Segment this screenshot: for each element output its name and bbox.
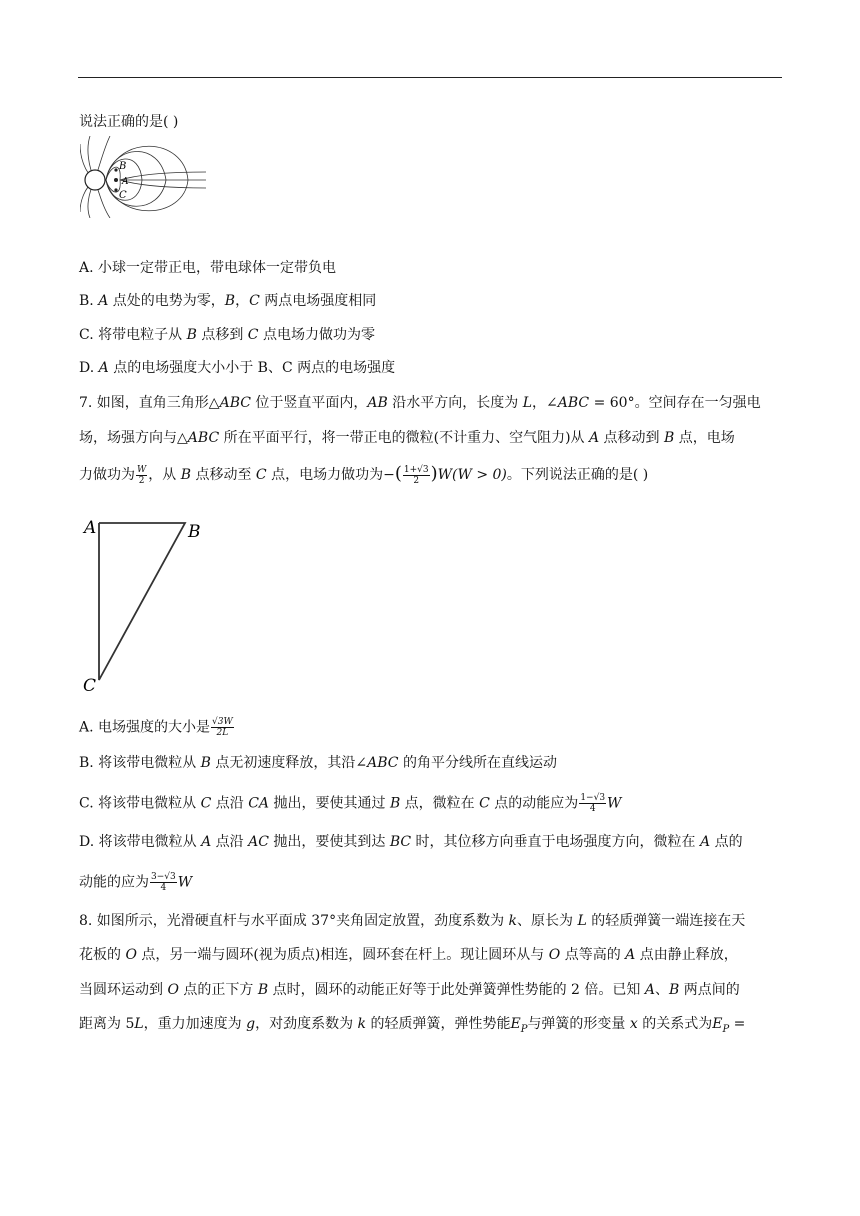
- label-b: B: [119, 161, 127, 172]
- header-rule: [78, 77, 782, 78]
- q7-triangle-figure: [80, 515, 210, 695]
- q7-option-a: A. 电场强度的大小是 $\frac{√3W}{2L}$: [79, 717, 233, 738]
- q7-option-c: C. 将该带电微粒从 C 点沿 CA 抛出，要使其通过 B 点，微粒在 C 点的动能应为 $\frac{1-√3}{4}$ W: [79, 793, 622, 814]
- point-c: [114, 188, 117, 191]
- q6-option-c: C. 将带电粒子从 B 点移到 C 点电场力做功为零: [79, 327, 375, 343]
- point-charge: [114, 178, 118, 182]
- label-c: C: [119, 190, 127, 201]
- fraction-3-minus-root3-over-4: $\frac{3-√3}{4}$: [151, 872, 176, 893]
- q6-field-figure: [80, 136, 206, 218]
- q7-stem-line1: 7. 如图，直角三角形△ABC 位于竖直平面内，AB 沿水平方向，长度为 L，∠ABC = 60°。空间存在一匀强电: [79, 395, 761, 411]
- q7-option-d-line1: D. 将该带电微粒从 A 点沿 AC 抛出，要使其到达 BC 时，其位移方向垂直于电场强度方向，微粒在 A 点的: [79, 834, 743, 850]
- q7-option-d-line2: 动能的应为 $\frac{3-√3}{4}$ W: [79, 872, 193, 893]
- q6-option-a: A. 小球一定带正电，带电球体一定带负电: [79, 260, 337, 276]
- fraction-w-over-2: $\frac{W}{2}$: [137, 464, 147, 486]
- fraction-1-minus-root3-over-4: $\frac{1-√3}{4}$: [580, 793, 606, 814]
- q8-stem-line4: 距离为 5L，重力加速度为 g，对劲度系数为 k 的轻质弹簧，弹性势能$E_P$与弹簧的形变量 x 的关系式为$E_P$ =: [79, 1016, 746, 1035]
- q7-stem-line3: 力做功为 $\frac{W}{2}$ ，从 B 点移动至 C 点，电场力做功为−( $\frac{1+√3}{2}$ )W(W > 0)。下列说法正确的是( ): [79, 463, 649, 486]
- q8-stem-line1: 8. 如图所示，光滑硬直杆与水平面成 37°夹角固定放置，劲度系数为 k、原长为 L 的轻质弹簧一端连接在天: [79, 913, 746, 929]
- q7-option-b: B. 将该带电微粒从 B 点无初速度释放，其沿∠ABC 的角平分线所在直线运动: [79, 755, 557, 771]
- q6-option-d: D. A 点的电场强度大小小于 B、C 两点的电场强度: [79, 360, 396, 376]
- q8-stem-line3: 当圆环运动到 O 点的正下方 B 点时，圆环的动能正好等于此处弹簧弹性势能的 2 倍。已知 A、B 两点间的: [79, 982, 740, 998]
- vertex-a-label: A: [84, 518, 97, 538]
- fraction-1-plus-root3-over-2: $\frac{1+√3}{2}$: [403, 464, 429, 486]
- point-b: [114, 168, 117, 171]
- q6-option-b: B. A 点处的电势为零，B，C 两点电场强度相同: [79, 293, 377, 309]
- q7-stem-line2: 场，场强方向与△ABC 所在平面平行，将一带正电的微粒(不计重力、空气阻力)从 A 点移动到 B 点，电场: [79, 430, 735, 446]
- vertex-b-label: B: [188, 522, 201, 542]
- fraction-root3w-over-2l: $\frac{√3W}{2L}$: [212, 717, 233, 738]
- q6-stem-tail: 说法正确的是( ): [79, 114, 179, 130]
- q8-stem-line2: 花板的 O 点，另一端与圆环(视为质点)相连，圆环套在杆上。现让圆环从与 O 点等高的 A 点由静止释放，: [79, 947, 738, 963]
- vertex-c-label: C: [83, 676, 97, 695]
- label-a: A: [122, 177, 129, 187]
- charged-sphere: [85, 170, 105, 190]
